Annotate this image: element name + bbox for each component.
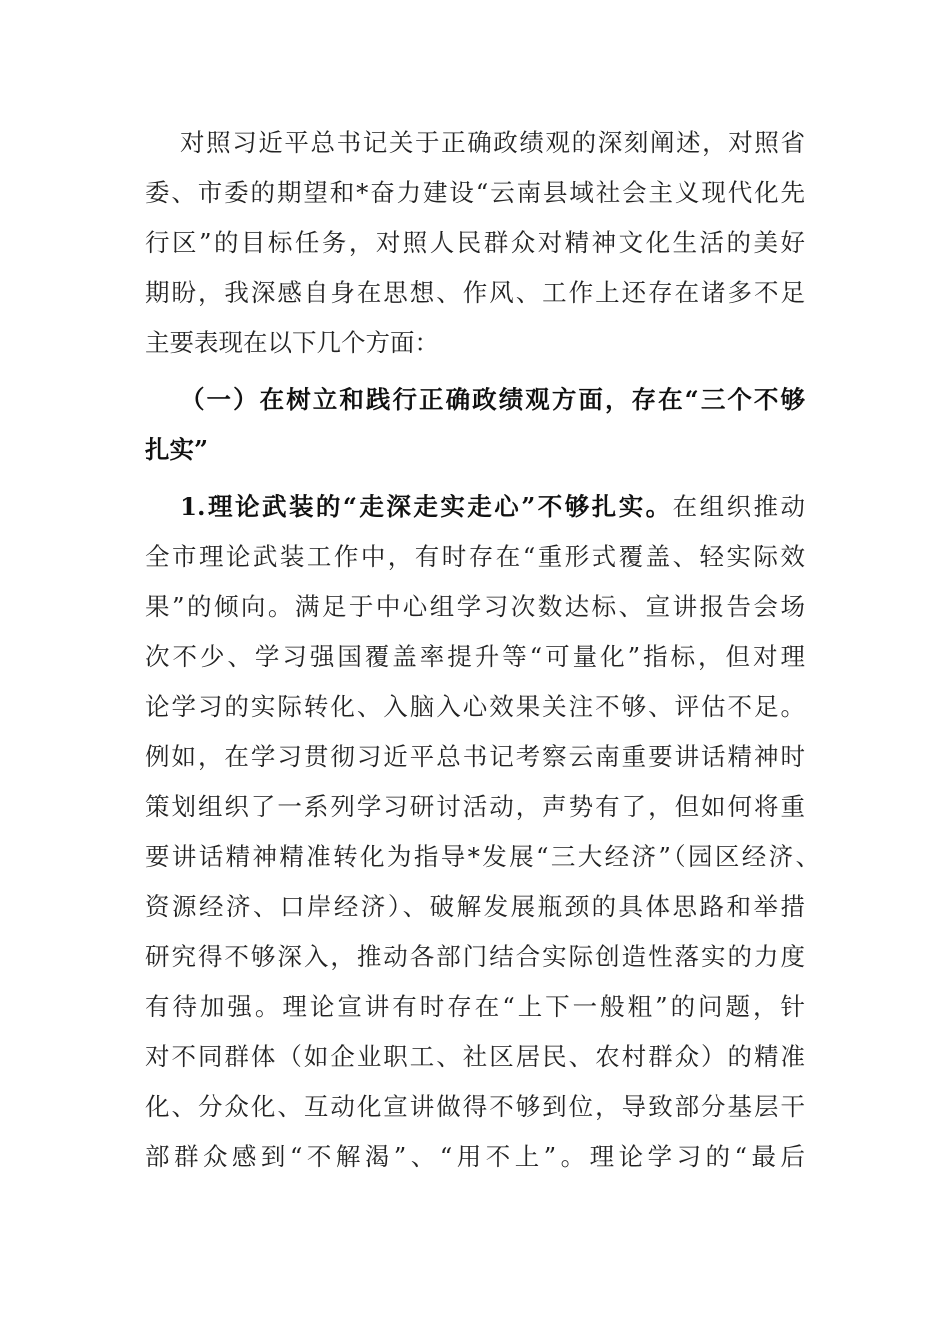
text-line: 对不同群体（如企业职工、社区居民、农村群众）的精准	[145, 1042, 805, 1071]
text-line	[180, 482, 805, 532]
text-line: 果”的倾向。满足于中心组学习次数达标、宣讲报告会场	[145, 592, 805, 621]
item-1-title: 1.理论武装的“走深走实走心”不够扎实。	[180, 492, 673, 521]
heading-line: 扎实”	[145, 435, 209, 464]
text-line: 要讲话精神精准转化为指导*发展“三大经济”（园区经济、	[145, 842, 820, 871]
text-line: 委、市委的期望和*奋力建设“云南县域社会主义现代化先	[145, 178, 805, 207]
text-line: 资源经济、口岸经济）、破解发展瓶颈的具体思路和举措	[145, 892, 805, 921]
text-line: 有待加强。理论宣讲有时存在“上下一般粗”的问题，针	[145, 992, 805, 1021]
text-line: 主要表现在以下几个方面：	[145, 328, 439, 357]
text-line: 部群众感到“不解渴”、“用不上”。理论学习的“最后	[145, 1142, 805, 1171]
text-line: 次不少、学习强国覆盖率提升等“可量化”指标，但对理	[145, 642, 805, 671]
text-line: 期盼，我深感自身在思想、作风、工作上还存在诸多不足	[145, 278, 805, 307]
heading-line: （一）在树立和践行正确政绩观方面，存在“三个不够	[180, 385, 805, 414]
text-line: 例如，在学习贯彻习近平总书记考察云南重要讲话精神时	[145, 742, 805, 771]
text-line: 全市理论武装工作中，有时存在“重形式覆盖、轻实际效	[145, 542, 805, 571]
item-1-text: 在组织推动	[672, 492, 806, 521]
text-line: 行区”的目标任务，对照人民群众对精神文化生活的美好	[145, 228, 805, 257]
text-line: 策划组织了一系列学习研讨活动，声势有了，但如何将重	[145, 792, 805, 821]
text-line: 研究得不够深入，推动各部门结合实际创造性落实的力度	[145, 942, 805, 971]
text-line: 对照习近平总书记关于正确政绩观的深刻阐述，对照省	[180, 128, 805, 157]
text-line: 化、分众化、互动化宣讲做得不够到位，导致部分基层干	[145, 1092, 805, 1121]
text-line: 论学习的实际转化、入脑入心效果关注不够、评估不足。	[145, 692, 805, 721]
